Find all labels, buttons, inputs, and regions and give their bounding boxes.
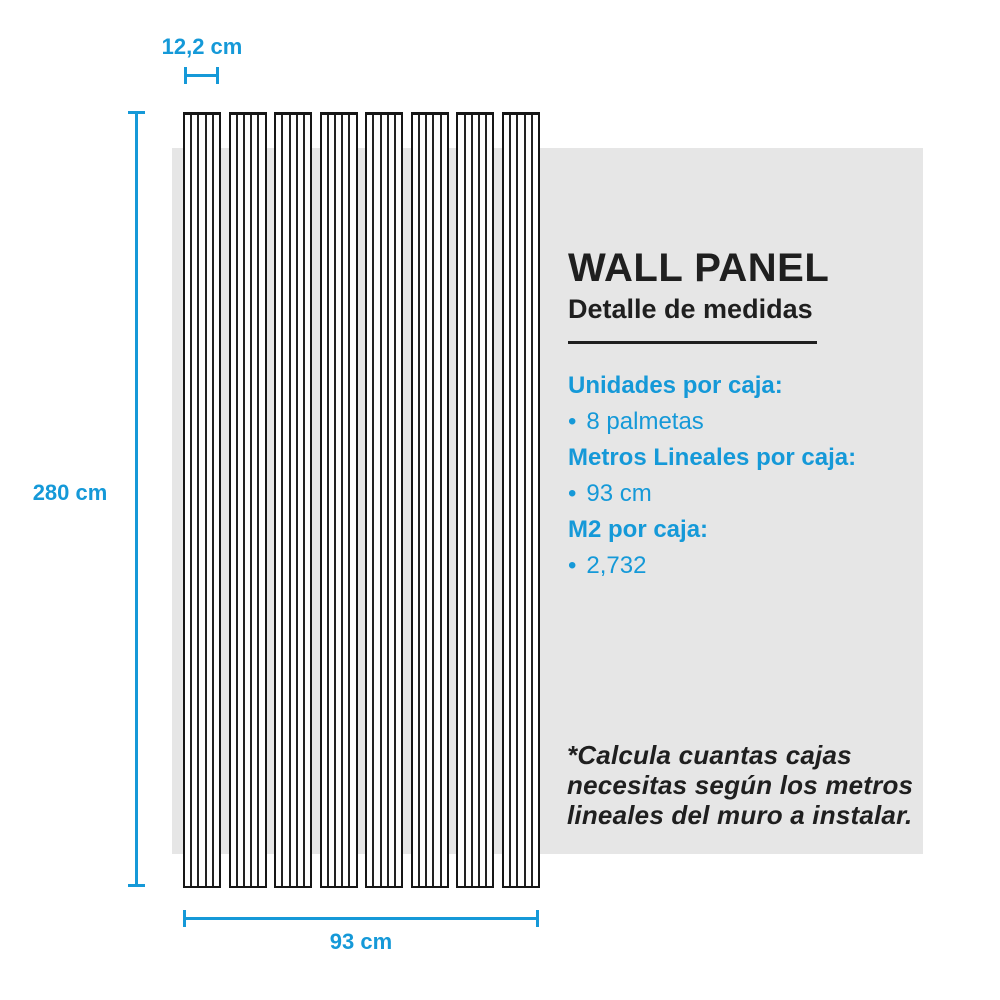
- spec-label-units: Unidades por caja:: [568, 372, 783, 399]
- spec-value-units: [568, 404, 924, 440]
- spec-value-m2-text: 2,732: [586, 552, 647, 579]
- panel-height-dimension-line: [135, 111, 138, 887]
- panel-diagram: [183, 112, 540, 888]
- slat-groove-line: [440, 115, 442, 886]
- slat-groove-line: [478, 115, 480, 886]
- info-block: [568, 248, 924, 584]
- panel-width-dimension-label: 12,2 cm: [161, 34, 243, 59]
- slat-groove-line: [250, 115, 252, 886]
- wall-panel-slat: [320, 112, 358, 888]
- slat-groove-line: [289, 115, 291, 886]
- page-subtitle: Detalle de medidas: [568, 294, 813, 324]
- slat-groove-line: [485, 115, 487, 886]
- wall-panel-slat: [502, 112, 540, 888]
- slat-groove-line: [327, 115, 329, 886]
- slat-groove-line: [372, 115, 374, 886]
- slat-groove-line: [380, 115, 382, 886]
- wall-panel-slat: [365, 112, 403, 888]
- slat-groove-line: [516, 115, 518, 886]
- footnote-line: necesitas según los metros: [567, 770, 914, 800]
- slat-groove-line: [471, 115, 473, 886]
- slat-groove-line: [190, 115, 192, 886]
- slat-groove-line: [205, 115, 207, 886]
- footnote-line: lineales del muro a instalar.: [567, 800, 913, 830]
- slat-groove-line: [464, 115, 466, 886]
- bullet-icon: •: [568, 408, 577, 435]
- spec-value-linear-meters: [568, 476, 924, 512]
- wall-panel-slat: [274, 112, 312, 888]
- box-width-dimension-label: 93 cm: [329, 929, 393, 954]
- slat-groove-line: [281, 115, 283, 886]
- spec-value-m2: [568, 548, 924, 584]
- bullet-icon: •: [568, 552, 577, 579]
- wall-panel-slat: [229, 112, 267, 888]
- footnote: [567, 740, 927, 830]
- spec-label-linear-meters: Metros Lineales por caja:: [568, 444, 857, 471]
- slat-groove-line: [212, 115, 214, 886]
- slat-groove-line: [296, 115, 298, 886]
- spec-value-units-text: 8 palmetas: [586, 408, 704, 435]
- footnote-line: *Calcula cuantas cajas: [567, 740, 852, 770]
- slat-groove-line: [509, 115, 511, 886]
- wall-panel-slat: [456, 112, 494, 888]
- slat-groove-line: [197, 115, 199, 886]
- slat-groove-line: [303, 115, 305, 886]
- slat-groove-line: [257, 115, 259, 886]
- slat-groove-line: [531, 115, 533, 886]
- slat-groove-line: [524, 115, 526, 886]
- panel-height-dimension-label: 280 cm: [32, 480, 108, 505]
- page-title: WALL PANEL: [568, 246, 830, 290]
- wall-panel-slat: [411, 112, 449, 888]
- slat-groove-line: [341, 115, 343, 886]
- slat-groove-line: [334, 115, 336, 886]
- bullet-icon: •: [568, 480, 577, 507]
- panel-width-dimension-line: [184, 74, 219, 77]
- spec-list: [568, 368, 924, 584]
- slat-groove-line: [348, 115, 350, 886]
- spec-value-linear-meters-text: 93 cm: [586, 480, 652, 507]
- wall-panel-slat: [183, 112, 221, 888]
- slat-groove-line: [394, 115, 396, 886]
- spec-label-m2: M2 por caja:: [568, 516, 709, 543]
- slat-groove-line: [387, 115, 389, 886]
- slat-groove-line: [236, 115, 238, 886]
- box-width-dimension-line: [183, 917, 539, 920]
- slat-groove-line: [425, 115, 427, 886]
- slat-groove-line: [243, 115, 245, 886]
- slat-groove-line: [418, 115, 420, 886]
- slat-groove-line: [432, 115, 434, 886]
- title-divider: [568, 341, 817, 344]
